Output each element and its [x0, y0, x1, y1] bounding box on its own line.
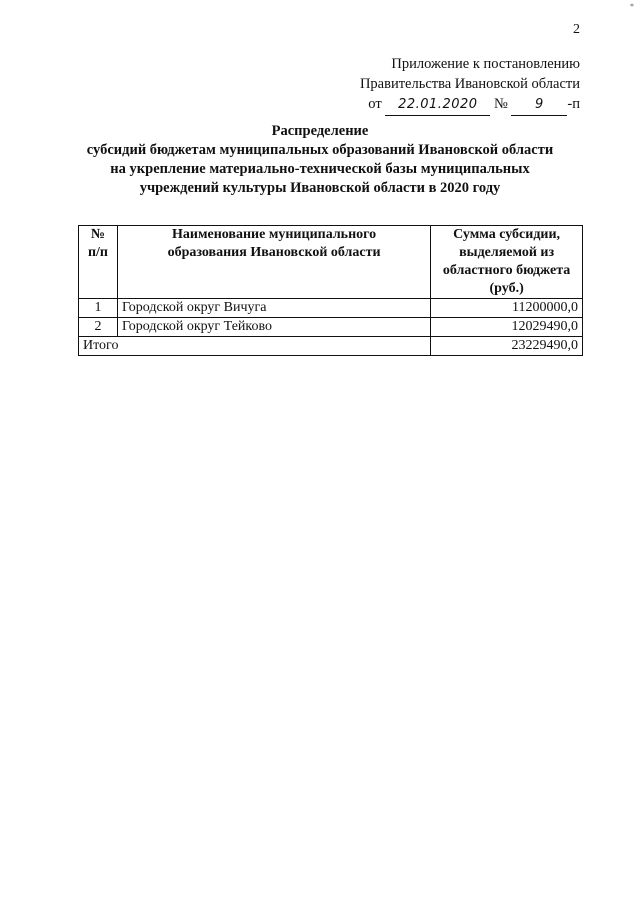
title-line-1: Распределение — [271, 123, 369, 139]
header-sum — [431, 226, 583, 299]
header-name — [117, 226, 430, 299]
title-line-2: субсидий бюджетам муниципальных образований Ивановской области — [86, 142, 554, 158]
page-number: 2 — [573, 22, 580, 37]
document-title — [0, 122, 640, 198]
title-line-3: на укрепление материально-технической базы муниципальных — [110, 161, 530, 177]
row-name: Городской округ Тейково — [117, 318, 430, 337]
table-row — [79, 299, 583, 318]
order-number: 9 — [511, 95, 567, 116]
row-num: 1 — [79, 299, 118, 318]
header-sum-line: областного бюджета — [442, 263, 571, 278]
title-line-4: учреждений культуры Ивановской области в 2020 году — [139, 180, 501, 196]
header-sum-line: Сумма субсидии, — [453, 227, 561, 242]
table-total-row — [79, 337, 583, 356]
number-label: № — [493, 96, 508, 112]
table-header-row — [79, 226, 583, 299]
total-label: Итого — [79, 337, 431, 356]
order-date: 22.01.2020 — [385, 95, 490, 116]
row-num: 2 — [79, 318, 118, 337]
total-sum: 23229490,0 — [431, 337, 583, 356]
row-sum: 12029490,0 — [431, 318, 583, 337]
table-row — [79, 318, 583, 337]
order-suffix: -п — [567, 96, 580, 112]
header-sum-line: (руб.) — [489, 281, 524, 296]
header-sum-line: выделяемой из — [459, 245, 555, 260]
header-num — [79, 226, 118, 299]
appendix-line-1: Приложение к постановлению — [391, 56, 580, 72]
appendix-header — [360, 54, 580, 116]
distribution-table — [78, 225, 583, 356]
row-name: Городской округ Вичуга — [117, 299, 430, 318]
header-num-line: п/п — [87, 245, 108, 260]
header-num-line: № — [90, 227, 105, 242]
order-reference — [360, 94, 580, 116]
appendix-line-2: Правительства Ивановской области — [359, 76, 580, 92]
scan-mark: * — [630, 2, 634, 11]
from-label: от — [368, 96, 382, 112]
header-name-line: Наименование муниципального — [172, 227, 377, 242]
header-name-line: образования Ивановской области — [167, 245, 381, 260]
row-sum: 11200000,0 — [431, 299, 583, 318]
